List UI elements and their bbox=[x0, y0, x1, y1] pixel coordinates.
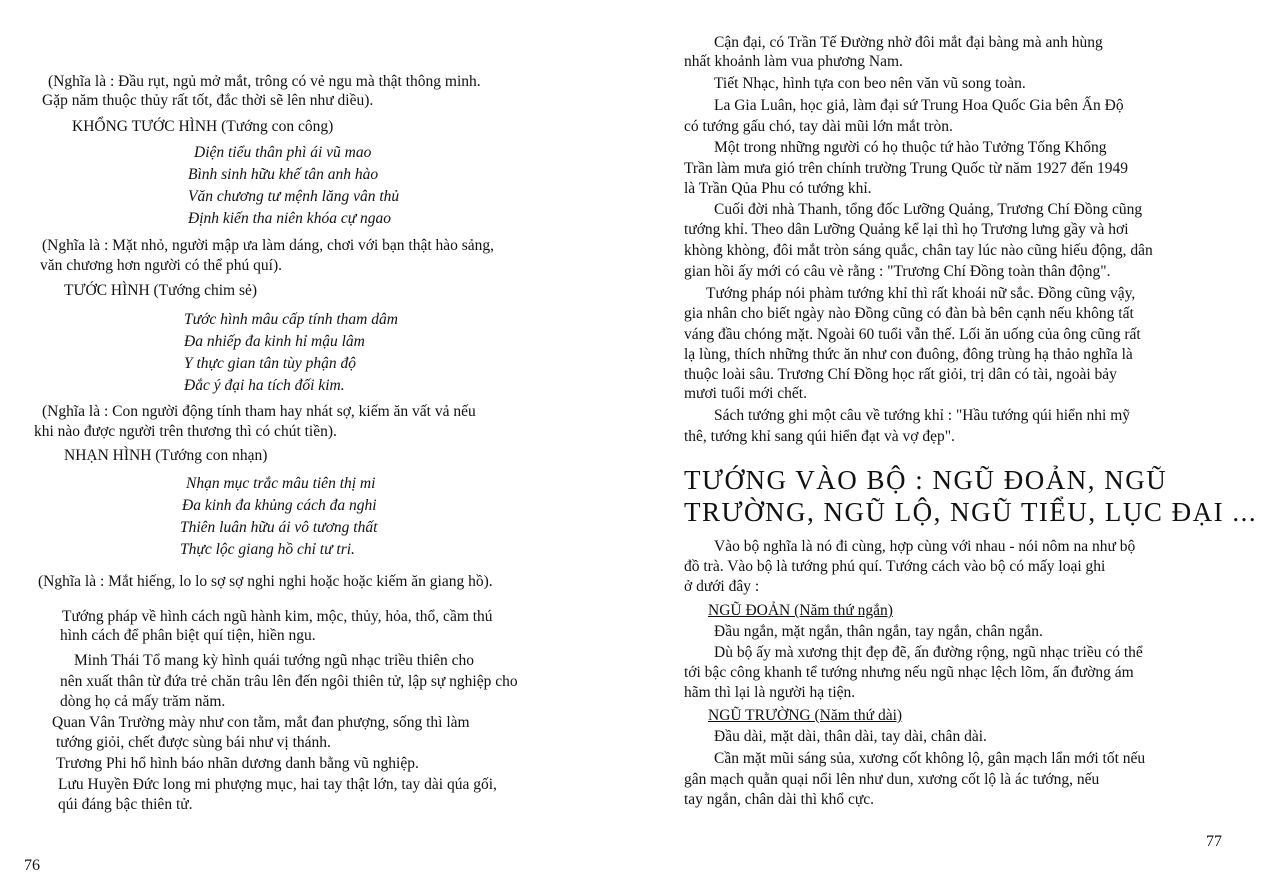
text-line: hãm thì lại là người hạ tiện. bbox=[684, 684, 856, 701]
text-line: Cận đại, có Trần Tế Đường nhờ đôi mắt đại bàng mà anh hùng bbox=[714, 34, 1103, 51]
text-line: gân mạch quằn quại nổi lên như dun, xương cốt lộ là ác tướng, nếu bbox=[684, 771, 1100, 788]
subsection-heading: NGŨ TRƯỜNG (Năm thứ dài) bbox=[708, 707, 903, 724]
text-line: Tướng pháp nói phàm tướng khỉ thì rất khoái nữ sắc. Đồng cũng vậy, bbox=[706, 285, 1136, 302]
text-line: Tiết Nhạc, hình tựa con beo nên văn vũ song toàn. bbox=[714, 75, 1026, 92]
right-page bbox=[682, 0, 1258, 887]
text-line: gian hồi ấy mới có câu vè rằng : "Trương Chí Đồng toàn thân động". bbox=[684, 263, 1111, 280]
text-line: thê, tướng khỉ sang qúi hiển đạt và vợ đẹp". bbox=[684, 428, 955, 445]
text-line: Cuối đời nhà Thanh, tổng đốc Lưỡng Quảng, Trương Chí Đồng cũng bbox=[714, 201, 1143, 218]
verse-line: Đắc ý đại ha tích đối kim. bbox=[184, 377, 345, 394]
text-line: hình cách để phân biệt quí tiện, hiền ngu. bbox=[60, 627, 316, 644]
text-line: Vào bộ nghĩa là nó đi cùng, hợp cùng với nhau - nói nôm na như bộ bbox=[714, 538, 1136, 555]
text-line: La Gia Luân, học giả, làm đại sứ Trung Hoa Quốc Gia bên Ấn Độ bbox=[714, 97, 1124, 114]
verse-line: Đa nhiếp đa kinh hỉ mậu lâm bbox=[184, 333, 365, 350]
text-line: Trần làm mưa gió trên chính trường Trung Quốc từ năm 1927 đến 1949 bbox=[684, 160, 1128, 177]
text-line: khòng khòng, đôi mắt tròn sáng quắc, chân tay lúc nào cũng hiếu động, dân bbox=[684, 242, 1153, 259]
text-line: là Trần Qủa Phu có tướng khỉ. bbox=[684, 180, 872, 197]
verse-line: Đa kinh đa khủng cách đa nghi bbox=[182, 497, 377, 514]
text-line: váng đầu chóng mặt. Ngoài 60 tuổi vẫn thế. Lối ăn uống của ông cũng rất bbox=[684, 326, 1141, 343]
text-line: dòng họ cả mấy trăm năm. bbox=[60, 693, 226, 710]
text-line: Đầu dài, mặt dài, thân dài, tay dài, chân dài. bbox=[714, 728, 987, 745]
text-line: thuộc loài sâu. Trương Chí Đồng học rất giỏi, trị dân có tài, ngoài bảy bbox=[684, 366, 1117, 383]
verse-line: Bình sinh hữu khế tân anh hào bbox=[188, 166, 379, 183]
text-line: Quan Vân Trường mày như con tằm, mắt đan phượng, sống thì làm bbox=[52, 714, 470, 731]
text-line: tướng khỉ. Theo dân Lưỡng Quảng kể lại thì họ Trương lưng gầy và hơi bbox=[684, 221, 1129, 238]
text-line: có tướng gấu chó, tay dài mũi lớn mắt tròn. bbox=[684, 118, 953, 135]
text-line: nên xuất thân từ đứa trẻ chăn trâu lên đến ngôi thiên tử, lập sự nghiệp cho bbox=[60, 673, 518, 690]
page-number: 76 bbox=[24, 857, 40, 874]
text-line: Dù bộ ấy mà xương thịt đẹp đẽ, ấn đường rộng, ngũ nhạc triều có thể bbox=[714, 644, 1143, 661]
text-line: gia nhân cho biết ngày nào Đồng cũng có đàn bà bên cạnh nếu không tất bbox=[684, 305, 1134, 322]
text-line: lạ lùng, thích những thức ăn như con đuông, đông trùng hạ thảo nghĩa là bbox=[684, 346, 1133, 363]
section-heading: NHẠN HÌNH (Tướng con nhạn) bbox=[64, 447, 268, 464]
text-line: văn chương hơn người có thể phú quí). bbox=[40, 257, 282, 274]
text-line: (Nghĩa là : Con người động tính tham hay nhát sợ, kiếm ăn vất vả nếu bbox=[42, 403, 476, 420]
verse-line: Định kiến tha niên khóa cự ngao bbox=[188, 210, 392, 227]
text-line: Cần mặt mũi sáng sủa, xương cốt không lộ, gân mạch lẩn mới tốt nếu bbox=[714, 750, 1146, 767]
text-line: (Nghĩa là : Đầu rụt, ngủ mở mắt, trông có vẻ ngu mà thật thông minh. bbox=[48, 73, 481, 90]
text-line: Gặp năm thuộc thủy rất tốt, đắc thời sẽ lên như diều). bbox=[42, 92, 374, 109]
page-gutter bbox=[638, 0, 639, 887]
verse-line: Y thực gian tân tùy phận độ bbox=[184, 355, 357, 372]
text-line: qúi đáng bậc thiên tử. bbox=[58, 796, 193, 813]
text-line: Một trong những người có họ thuộc tứ hào Tưởng Tống Khổng bbox=[714, 139, 1107, 156]
text-line: nhất khoảnh làm vua phương Nam. bbox=[684, 53, 903, 70]
text-line: Đầu ngắn, mặt ngắn, thân ngắn, tay ngắn, chân ngắn. bbox=[714, 623, 1043, 640]
text-line: tới bậc công khanh tể tướng nhưng nếu ngũ nhạc lệch lõm, ấn đường ám bbox=[684, 664, 1134, 681]
left-page bbox=[24, 0, 588, 887]
text-line: Sách tướng ghi một câu về tướng khỉ : "Hầu tướng qúi hiển nhi mỹ bbox=[714, 407, 1131, 424]
verse-line: Thực lộc giang hồ chỉ tư tri. bbox=[180, 541, 355, 558]
text-line: Trương Phi hổ hình báo nhãn dương danh bằng vũ nghiệp. bbox=[56, 755, 419, 772]
verse-line: Thiên luân hữu ái vô tương thất bbox=[180, 519, 378, 536]
page-number: 77 bbox=[1206, 833, 1222, 850]
text-line: đồ trà. Vào bộ là tướng phú quí. Tướng cách vào bộ có mấy loại ghi bbox=[684, 558, 1106, 575]
verse-line: Tước hình mâu cấp tính tham dâm bbox=[184, 311, 398, 328]
text-line: (Nghĩa là : Mắt hiếng, lo lo sợ sợ nghi nghi hoặc hoặc kiếm ăn giang hồ). bbox=[38, 573, 493, 590]
subsection-heading: NGŨ ĐOẢN (Năm thứ ngắn) bbox=[708, 602, 893, 619]
text-line: Tướng pháp về hình cách ngũ hành kim, mộc, thủy, hỏa, thổ, cầm thú bbox=[62, 608, 493, 625]
section-heading: TƯỚC HÌNH (Tướng chim sẻ) bbox=[64, 282, 258, 299]
text-line: tay ngắn, chân dài thì khổ cực. bbox=[684, 791, 875, 808]
text-line: (Nghĩa là : Mặt nhỏ, người mập ưa làm dáng, chơi với bạn thật hào sảng, bbox=[42, 237, 495, 254]
chapter-heading: TRƯỜNG, NGŨ LỘ, NGŨ TIỂU, LỤC ĐẠI ... bbox=[684, 497, 1258, 527]
section-heading: KHỔNG TƯỚC HÌNH (Tướng con công) bbox=[72, 118, 334, 135]
text-line: Lưu Huyền Đức long mi phượng mục, hai tay thật lớn, tay dài qúa gối, bbox=[58, 776, 497, 793]
text-line: khi nào được người trên thương thì có chút tiền). bbox=[34, 423, 337, 440]
text-line: Minh Thái Tổ mang kỳ hình quái tướng ngũ nhạc triều thiên cho bbox=[74, 652, 475, 669]
verse-line: Văn chương tư mệnh lăng vân thủ bbox=[188, 188, 400, 205]
text-line: tướng giỏi, chết được sùng bái như vị thánh. bbox=[56, 734, 331, 751]
verse-line: Nhạn mục trắc mâu tiên thị mi bbox=[186, 475, 376, 492]
text-line: mươi tuổi mới chết. bbox=[684, 385, 807, 402]
verse-line: Diện tiểu thân phì ái vũ mao bbox=[194, 144, 372, 161]
text-line: ở dưới đây : bbox=[684, 578, 760, 595]
chapter-heading: TƯỚNG VÀO BỘ : NGŨ ĐOẢN, NGŨ bbox=[684, 465, 1168, 495]
